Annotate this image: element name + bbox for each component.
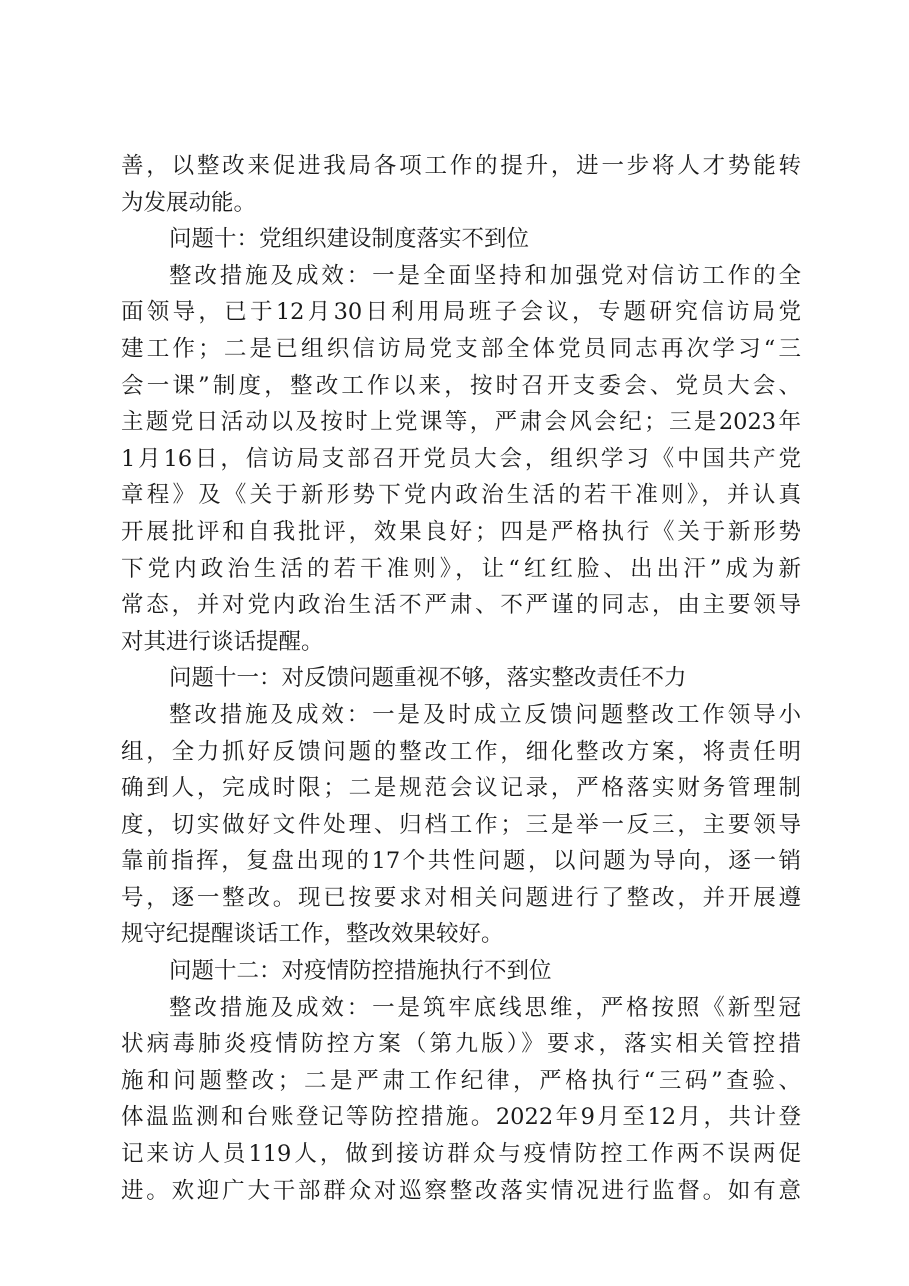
- document-body: [121, 148, 801, 1209]
- text-line: 开展批评和自我批评，效果良好；四是严格执行《关于新形势: [121, 518, 801, 545]
- text-line: 主题党日活动以及按时上党课等，严肃会风会纪；三是2023年: [121, 409, 801, 436]
- text-line: 下党内政治生活的若干准则》，让“红红脸、出出汗”成为新: [121, 555, 801, 582]
- text-line: 度，切实做好文件处理、归档工作；三是举一反三，主要领导: [121, 811, 801, 838]
- text-line: 面领导，已于12月30日利用局班子会议，专题研究信访局党: [121, 299, 801, 326]
- text-line: 进。欢迎广大干部群众对巡察整改落实情况进行监督。如有意: [121, 1177, 801, 1204]
- text-line: 建工作；二是已组织信访局党支部全体党员同志再次学习“三: [121, 335, 801, 362]
- text-line: 对其进行谈话提醒。: [121, 628, 324, 655]
- text-line: 号，逐一整改。现已按要求对相关问题进行了整改，并开展遵: [121, 884, 801, 911]
- text-line: 靠前指挥，复盘出现的17个共性问题，以问题为导向，逐一销: [121, 848, 801, 875]
- text-line: 整改措施及成效：一是筑牢底线思维，严格按照《新型冠: [169, 994, 801, 1021]
- text-line: 章程》及《关于新形势下党内政治生活的若干准则》，并认真: [121, 482, 801, 509]
- text-line: 问题十二：对疫情防控措施执行不到位: [169, 958, 552, 985]
- text-line: 施和问题整改；二是严肃工作纪律，严格执行“三码”查验、: [121, 1067, 801, 1094]
- text-line: 问题十一：对反馈问题重视不够，落实整改责任不力: [169, 665, 687, 692]
- text-line: 常态，并对党内政治生活不严肃、不严谨的同志，由主要领导: [121, 592, 801, 619]
- text-line: 1月16日，信访局支部召开党员大会，组织学习《中国共产党: [121, 445, 801, 472]
- text-line: 记来访人员119人，做到接访群众与疫情防控工作两不误两促: [121, 1141, 801, 1168]
- text-line: 体温监测和台账登记等防控措施。2022年9月至12月，共计登: [121, 1104, 801, 1131]
- text-line: 会一课”制度，整改工作以来，按时召开支委会、党员大会、: [121, 372, 801, 399]
- text-line: 规守纪提醒谈话工作，整改效果较好。: [121, 921, 504, 948]
- text-line: 善，以整改来促进我局各项工作的提升，进一步将人才势能转: [121, 153, 801, 179]
- text-line: 整改措施及成效：一是全面坚持和加强党对信访工作的全: [169, 262, 801, 289]
- text-line: 整改措施及成效：一是及时成立反馈问题整改工作领导小: [169, 701, 801, 728]
- text-line: 问题十：党组织建设制度落实不到位: [169, 226, 530, 253]
- text-line: 组，全力抓好反馈问题的整改工作，细化整改方案，将责任明: [121, 738, 801, 765]
- text-line: 确到人，完成时限；二是规范会议记录，严格落实财务管理制: [121, 775, 801, 802]
- text-line: 为发展动能。: [121, 189, 257, 216]
- text-line: 状病毒肺炎疫情防控方案（第九版）》要求，落实相关管控措: [121, 1031, 801, 1058]
